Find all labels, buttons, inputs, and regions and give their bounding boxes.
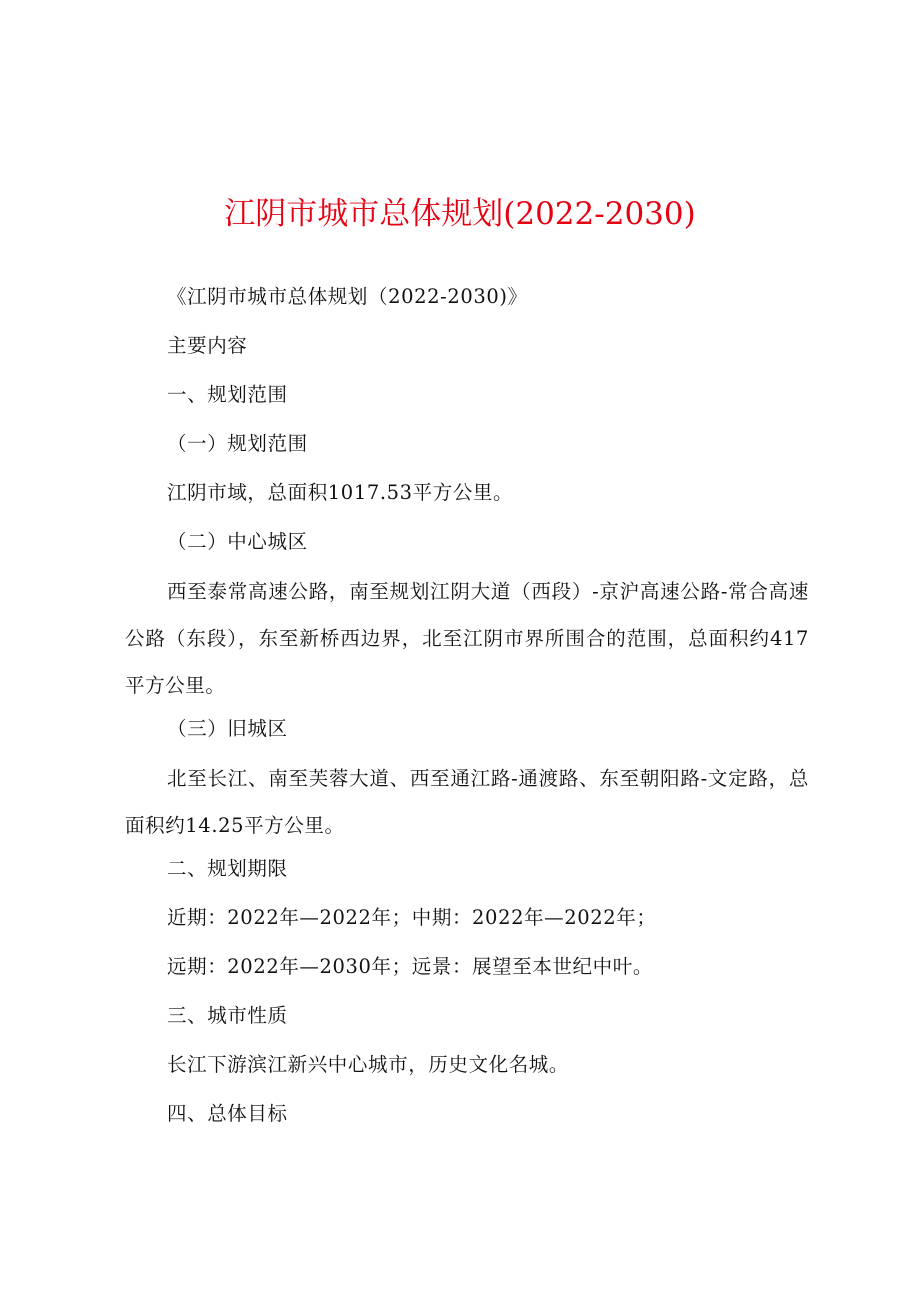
- subheading-central-city: （二）中心城区: [167, 530, 308, 553]
- paragraph-city-nature: 长江下游滨江新兴中心城市，历史文化名城。: [167, 1053, 570, 1076]
- document-body: [125, 279, 809, 1145]
- heading-planning-scope: 一、规划范围: [167, 383, 288, 406]
- heading-planning-period: 二、规划期限: [167, 857, 288, 880]
- paragraph-central-city-boundary: 西至泰常高速公路，南至规划江阴大道（西段）-京沪高速公路-常合高速公路（东段），东至新桥西边界，北至江阴市界所围合的范围，总面积约417平方公里。: [125, 580, 809, 697]
- heading-overall-goal: 四、总体目标: [167, 1102, 288, 1125]
- paragraph-main-content: 主要内容: [167, 334, 248, 357]
- document-title: 江阴市城市总体规划(2022-2030): [224, 196, 696, 232]
- paragraph-long-term: 远期：2022年—2030年；远景：展望至本世纪中叶。: [167, 955, 653, 978]
- paragraph-city-area: 江阴市域，总面积1017.53平方公里。: [167, 481, 514, 504]
- paragraph-old-city-boundary: 北至长江、南至芙蓉大道、西至通江路-通渡路、东至朝阳路-文定路，总面积约14.25平方公里。: [125, 767, 809, 837]
- paragraph-near-mid-term: 近期：2022年—2022年；中期：2022年—2022年；: [167, 906, 657, 929]
- paragraph-plan-name: 《江阴市城市总体规划（2022-2030)》: [167, 285, 528, 308]
- heading-city-nature: 三、城市性质: [167, 1004, 288, 1027]
- subheading-old-city: （三）旧城区: [167, 717, 288, 740]
- subheading-planning-scope: （一）规划范围: [167, 432, 308, 455]
